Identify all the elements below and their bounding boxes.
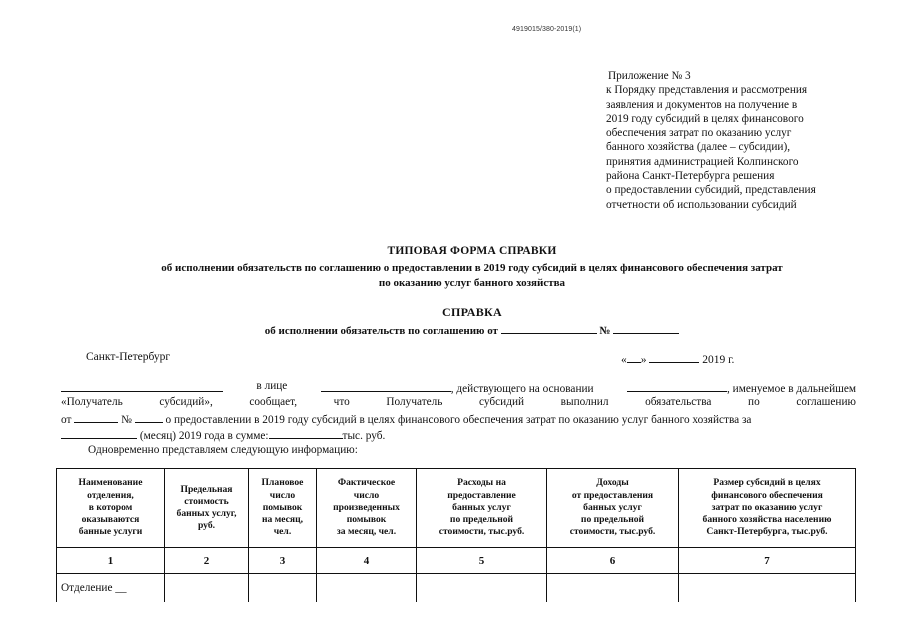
document-number: 4919015/380-2019(1)	[512, 26, 582, 33]
table-header-row	[57, 469, 856, 548]
text-month-year-sum: (месяц) 2019 года в сумме:	[139, 430, 269, 442]
spravka-subtitle-text: об исполнении обязательств по соглашению от	[264, 325, 498, 337]
text-under: по	[748, 396, 760, 408]
agreement-number-field[interactable]	[613, 322, 679, 334]
text-acting-basis: , действующего на основании	[450, 383, 594, 395]
spravka-title: СПРАВКА	[442, 305, 502, 319]
date-open-quote: «	[621, 354, 627, 366]
table-row	[57, 574, 856, 603]
info-table	[56, 468, 856, 602]
appendix-line: о предоставлении субсидий, представления	[606, 184, 816, 197]
sum-field[interactable]	[269, 427, 343, 439]
table-cell[interactable]	[547, 574, 679, 603]
table-header-cell: Предельная стоимость банных услуг, руб.	[165, 469, 249, 548]
table-cell[interactable]	[679, 574, 856, 603]
text-recipient-quote: «Получатель	[61, 396, 123, 408]
column-number: 3	[249, 548, 317, 574]
table-header-cell: Наименование отделения, в котором оказываются банные услуги	[57, 469, 165, 548]
paragraph-line-2	[61, 396, 856, 408]
form-subtitle-line1: об исполнении обязательств по соглашению о предоставлении в 2019 году субсидий в целях финансового обеспечения затрат	[161, 262, 783, 274]
table-header-cell: Фактическое число произведенных помывок за месяц, чел.	[317, 469, 417, 548]
date-year: 2019 г.	[702, 354, 735, 366]
representative-field[interactable]	[321, 380, 451, 392]
number-sign: №	[599, 325, 611, 337]
text-fulfilled: выполнил	[560, 396, 609, 408]
column-number: 7	[679, 548, 856, 574]
text-in-person: в лице	[256, 380, 288, 392]
appendix-line: к Порядку представления и рассмотрения	[606, 84, 808, 97]
table-header-cell: Размер субсидий в целях финансового обеспечения затрат по оказанию услуг банного хозяйства населению Санкт-Петербурга, тыс.руб.	[679, 469, 856, 548]
column-number: 6	[547, 548, 679, 574]
paragraph-line-3	[61, 411, 856, 426]
appendix-line: принятия администрацией Колпинского	[606, 155, 799, 168]
text-reports: сообщает,	[249, 396, 298, 408]
date-month-field[interactable]	[649, 351, 699, 363]
text-recipient: Получатель	[386, 396, 443, 408]
appendix-line: обеспечения затрат по оказанию услуг	[606, 127, 792, 140]
appendix-line: банного хозяйства (далее – субсидии),	[606, 141, 791, 154]
date-close-quote: »	[640, 354, 647, 366]
column-number: 1	[57, 548, 165, 574]
table-number-row	[57, 548, 856, 574]
table-header-cell: Плановое число помывок на месяц, чел.	[249, 469, 317, 548]
text-agreement: соглашению	[796, 396, 856, 408]
appendix-line: района Санкт-Петербурга решения	[606, 170, 775, 183]
month-field[interactable]	[61, 427, 137, 439]
agreement-number-field-2[interactable]	[135, 411, 163, 423]
text-number-sign: №	[121, 414, 132, 426]
table-cell-department[interactable]: Отделение __	[57, 574, 165, 603]
agreement-date-field[interactable]	[501, 322, 597, 334]
paragraph-line-1	[61, 380, 856, 395]
agreement-date-field-2[interactable]	[74, 411, 118, 423]
form-subtitle-line2: по оказанию услуг банного хозяйства	[378, 277, 566, 289]
table-cell[interactable]	[417, 574, 547, 603]
table-cell[interactable]	[249, 574, 317, 603]
text-on-provision: о предоставлении в 2019 году субсидий в целях финансового обеспечения затрат по оказанию услуг банного хозяйства за	[165, 414, 752, 426]
appendix-block	[606, 69, 886, 212]
column-number: 2	[165, 548, 249, 574]
city-label: Санкт-Петербург	[86, 351, 171, 363]
table-header-cell: Доходы от предоставления банных услуг по предельной стоимости, тыс.руб.	[547, 469, 679, 548]
column-number: 4	[317, 548, 417, 574]
appendix-line: 2019 году субсидий в целях финансового	[606, 112, 804, 125]
text-hereinafter: , именуемое в дальнейшем	[727, 383, 856, 395]
date-line	[621, 351, 734, 366]
text-thousand-rub: тыс. руб.	[342, 430, 386, 442]
date-day-field[interactable]	[627, 351, 641, 363]
text-that: что	[333, 396, 350, 408]
paragraph-line-4	[61, 427, 856, 442]
spravka-subtitle	[40, 322, 904, 337]
text-subsidies-quote: субсидий»,	[159, 396, 213, 408]
text-from: от	[61, 414, 72, 426]
table-cell[interactable]	[165, 574, 249, 603]
recipient-name-field[interactable]	[61, 380, 223, 392]
table-header-cell: Расходы на предоставление банных услуг по предельной стоимости, тыс.руб.	[417, 469, 547, 548]
text-subsidies: субсидий	[479, 396, 525, 408]
appendix-line: заявления и документов на получение в	[606, 98, 798, 111]
basis-document-field[interactable]	[627, 380, 727, 392]
text-obligations: обязательства	[645, 396, 712, 408]
appendix-line: отчетности об использовании субсидий	[606, 198, 797, 211]
appendix-line: Приложение № 3	[608, 70, 691, 82]
paragraph-line-5: Одновременно представляем следующую информацию:	[88, 444, 358, 456]
table-cell[interactable]	[317, 574, 417, 603]
column-number: 5	[417, 548, 547, 574]
form-title: ТИПОВАЯ ФОРМА СПРАВКИ	[387, 245, 557, 257]
